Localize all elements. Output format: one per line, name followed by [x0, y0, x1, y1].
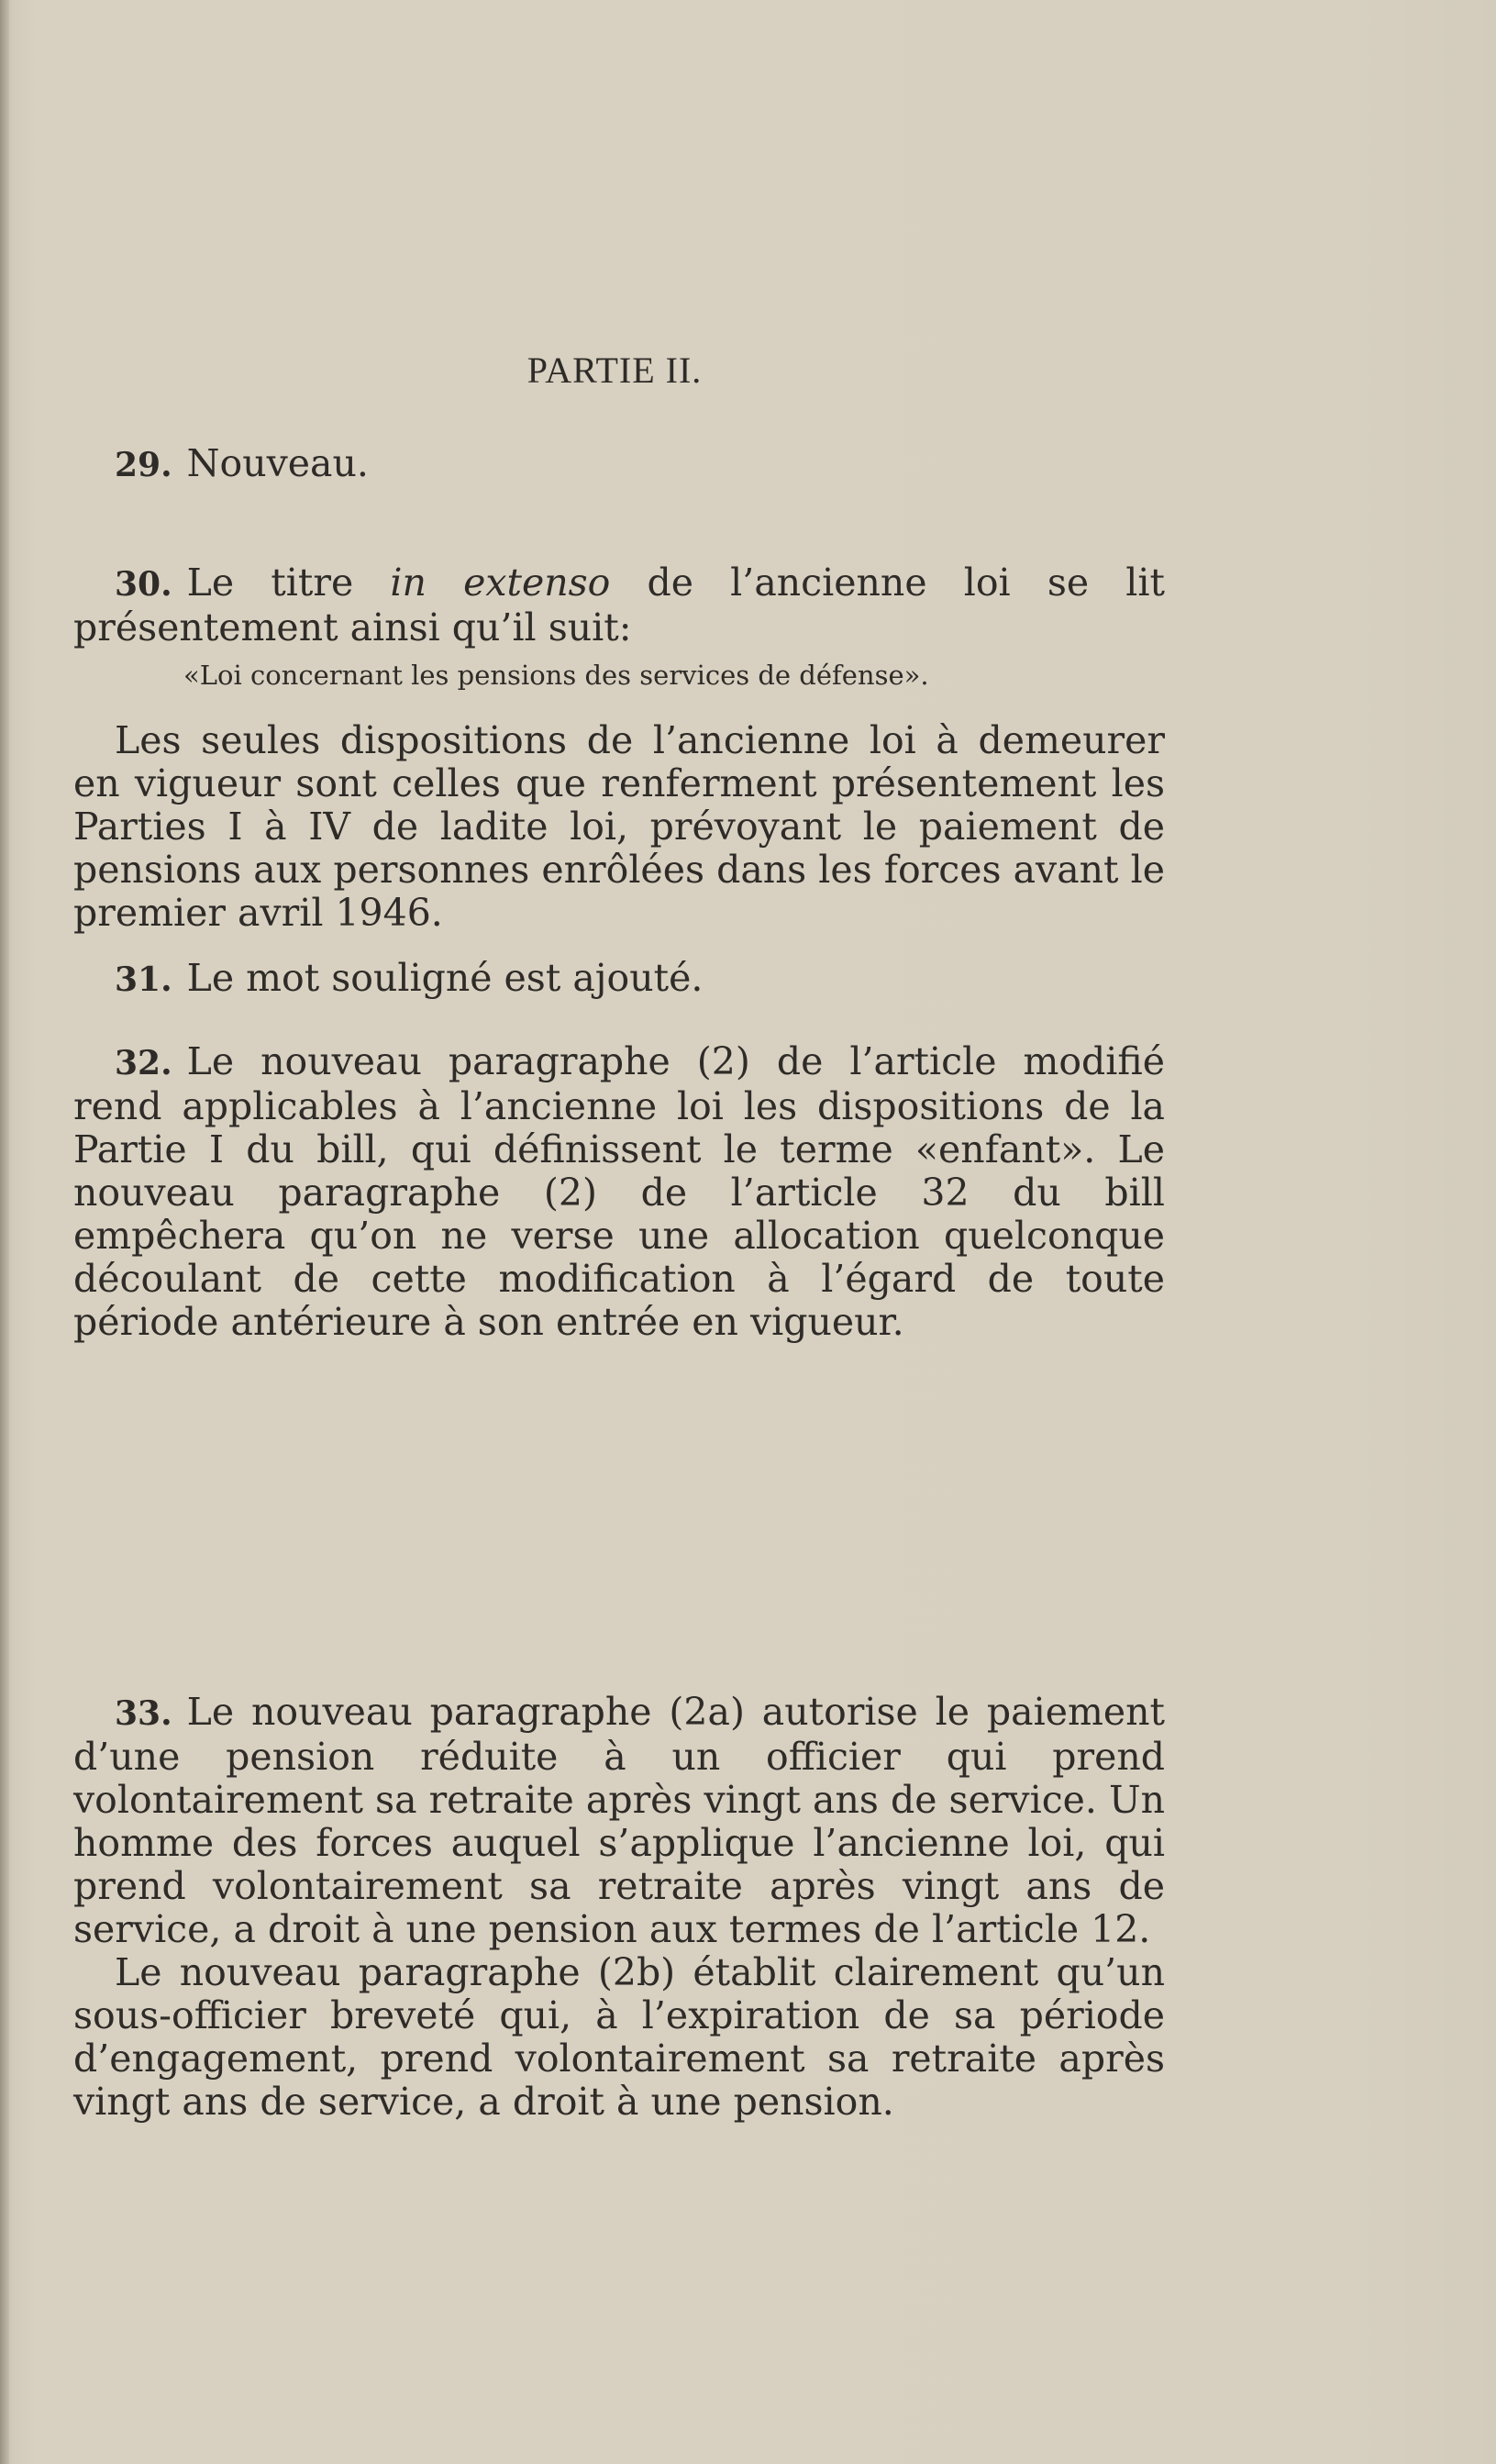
- section-30-text-em: in extenso: [390, 561, 611, 605]
- section-31-number: 31.: [115, 960, 172, 999]
- section-29: [73, 442, 1165, 487]
- section-29-text: Nouveau.: [186, 441, 369, 485]
- section-33-text: Le nouveau paragraphe (2a) autorise le paiement d’une pension réduite à un officier qui prend volontairement sa retraite après vingt ans de service. Un homme des forces auquel s’applique l’ancienne loi, qui prend volontairement sa retraite après vingt ans de service, a droit à une pension aux termes de l’article 12.: [73, 1690, 1165, 1951]
- section-29-number: 29.: [115, 446, 172, 484]
- section-30-number: 30.: [115, 565, 172, 604]
- section-30-text-a: Le titre: [186, 561, 354, 605]
- section-30-text-b: de l’ancienne loi se lit présentement ainsi qu’il suit:: [73, 561, 1165, 649]
- section-32: [73, 1040, 1165, 1344]
- section-33-paragraph-2: Le nouveau paragraphe (2b) établit clairement qu’un sous-officier breveté qui, à l’expiration de sa période d’engagement, prend volontairement sa retraite après vingt ans de service, a droit à une pension.: [73, 1950, 1165, 2124]
- section-30: [73, 561, 1165, 935]
- part-heading: PARTIE II.: [526, 350, 703, 391]
- section-33: [73, 1691, 1165, 2124]
- section-30-paragraph-2: Les seules dispositions de l’ancienne loi à demeurer en vigueur sont celles que renferment présentement les Parties I à IV de ladite loi, prévoyant le paiement de pensions aux personnes enrôlées dans les forces avant le premier avril 1946.: [73, 718, 1165, 935]
- section-32-text: Le nouveau paragraphe (2) de l’article modifié rend applicables à l’ancienne loi les dispositions de la Partie I du bill, qui définissent le terme «enfant». Le nouveau paragraphe (2) de l’article 32 du bill empêchera qu’on ne verse une allocation quelconque découlant de cette modification à l’égard de toute période antérieure à son entrée en vigueur.: [73, 1039, 1165, 1344]
- section-30-quote: «Loi concernant les pensions des services de défense».: [183, 660, 929, 691]
- section-31: [73, 957, 1165, 1002]
- section-32-number: 32.: [115, 1044, 172, 1082]
- section-33-number: 33.: [115, 1694, 172, 1733]
- section-31-text: Le mot souligné est ajouté.: [186, 956, 704, 1000]
